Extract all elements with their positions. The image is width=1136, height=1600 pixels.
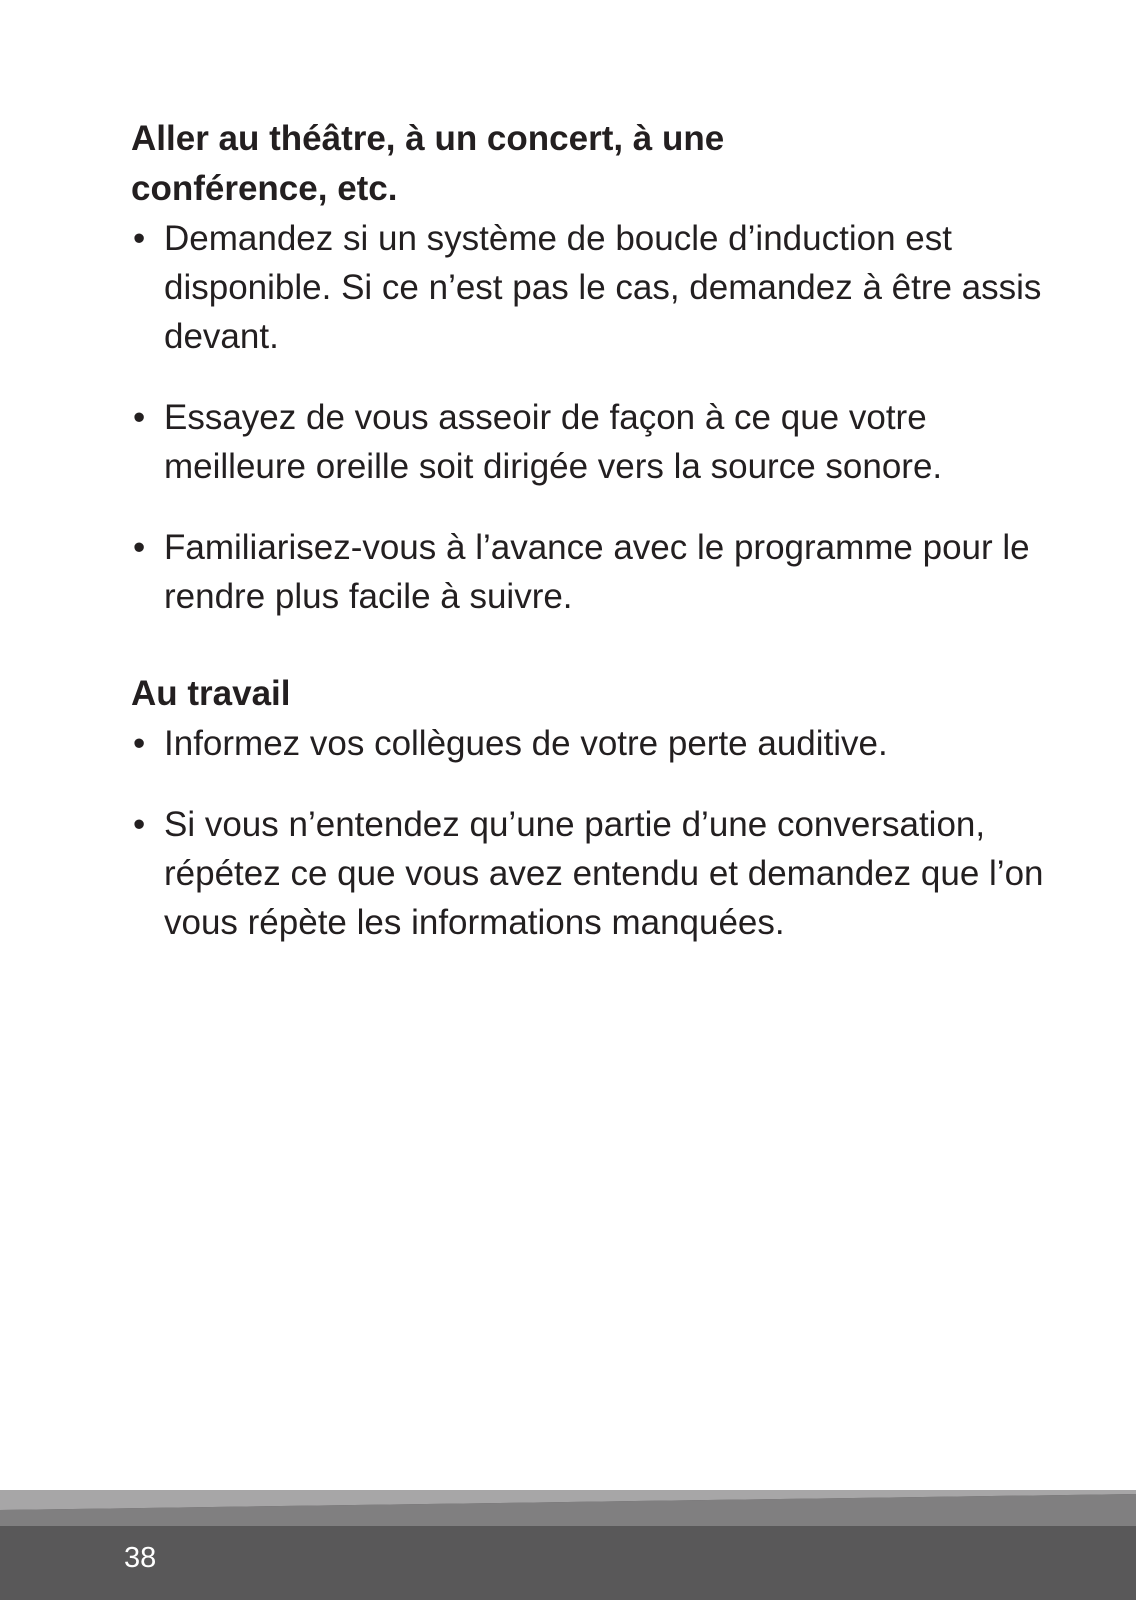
list-item-text: Familiarisez-vous à l’avance avec le programme pour le rendre plus facile à suivre. (164, 528, 1030, 616)
heading-line-1: Aller au théâtre, à un concert, à une (131, 119, 725, 158)
bullet-icon: • (133, 724, 146, 763)
bullet-list (131, 214, 1051, 621)
list-item (131, 719, 1051, 768)
list-item (131, 393, 1051, 491)
list-item (131, 800, 1051, 947)
page-number: 38 (124, 1542, 157, 1574)
heading-line-2: conférence, etc. (131, 169, 398, 208)
list-item-text: Essayez de vous asseoir de façon à ce que votre meilleure oreille soit dirigée vers la source sonore. (164, 398, 943, 486)
bullet-icon: • (133, 398, 146, 437)
list-item-text: Si vous n’entendez qu’une partie d’une conversation, répétez ce que vous avez entendu et demandez que l’on vous répète les informations manquées. (164, 805, 1044, 942)
list-item-text: Demandez si un système de boucle d’induction est disponible. Si ce n’est pas le cas, demandez à être assis devant. (164, 219, 1042, 356)
page-content (131, 114, 1051, 947)
list-item (131, 214, 1051, 361)
bullet-icon: • (133, 219, 146, 258)
section-work (131, 669, 1051, 947)
section-theatre (131, 114, 1051, 621)
bullet-icon: • (133, 528, 146, 567)
footer-band-decoration (0, 1490, 1136, 1526)
section-heading (131, 669, 1051, 719)
bullet-list (131, 719, 1051, 947)
bullet-icon: • (133, 805, 146, 844)
list-item-text: Informez vos collègues de votre perte auditive. (164, 724, 888, 763)
list-item (131, 523, 1051, 621)
section-heading (131, 114, 1051, 214)
heading-line-1: Au travail (131, 674, 291, 713)
